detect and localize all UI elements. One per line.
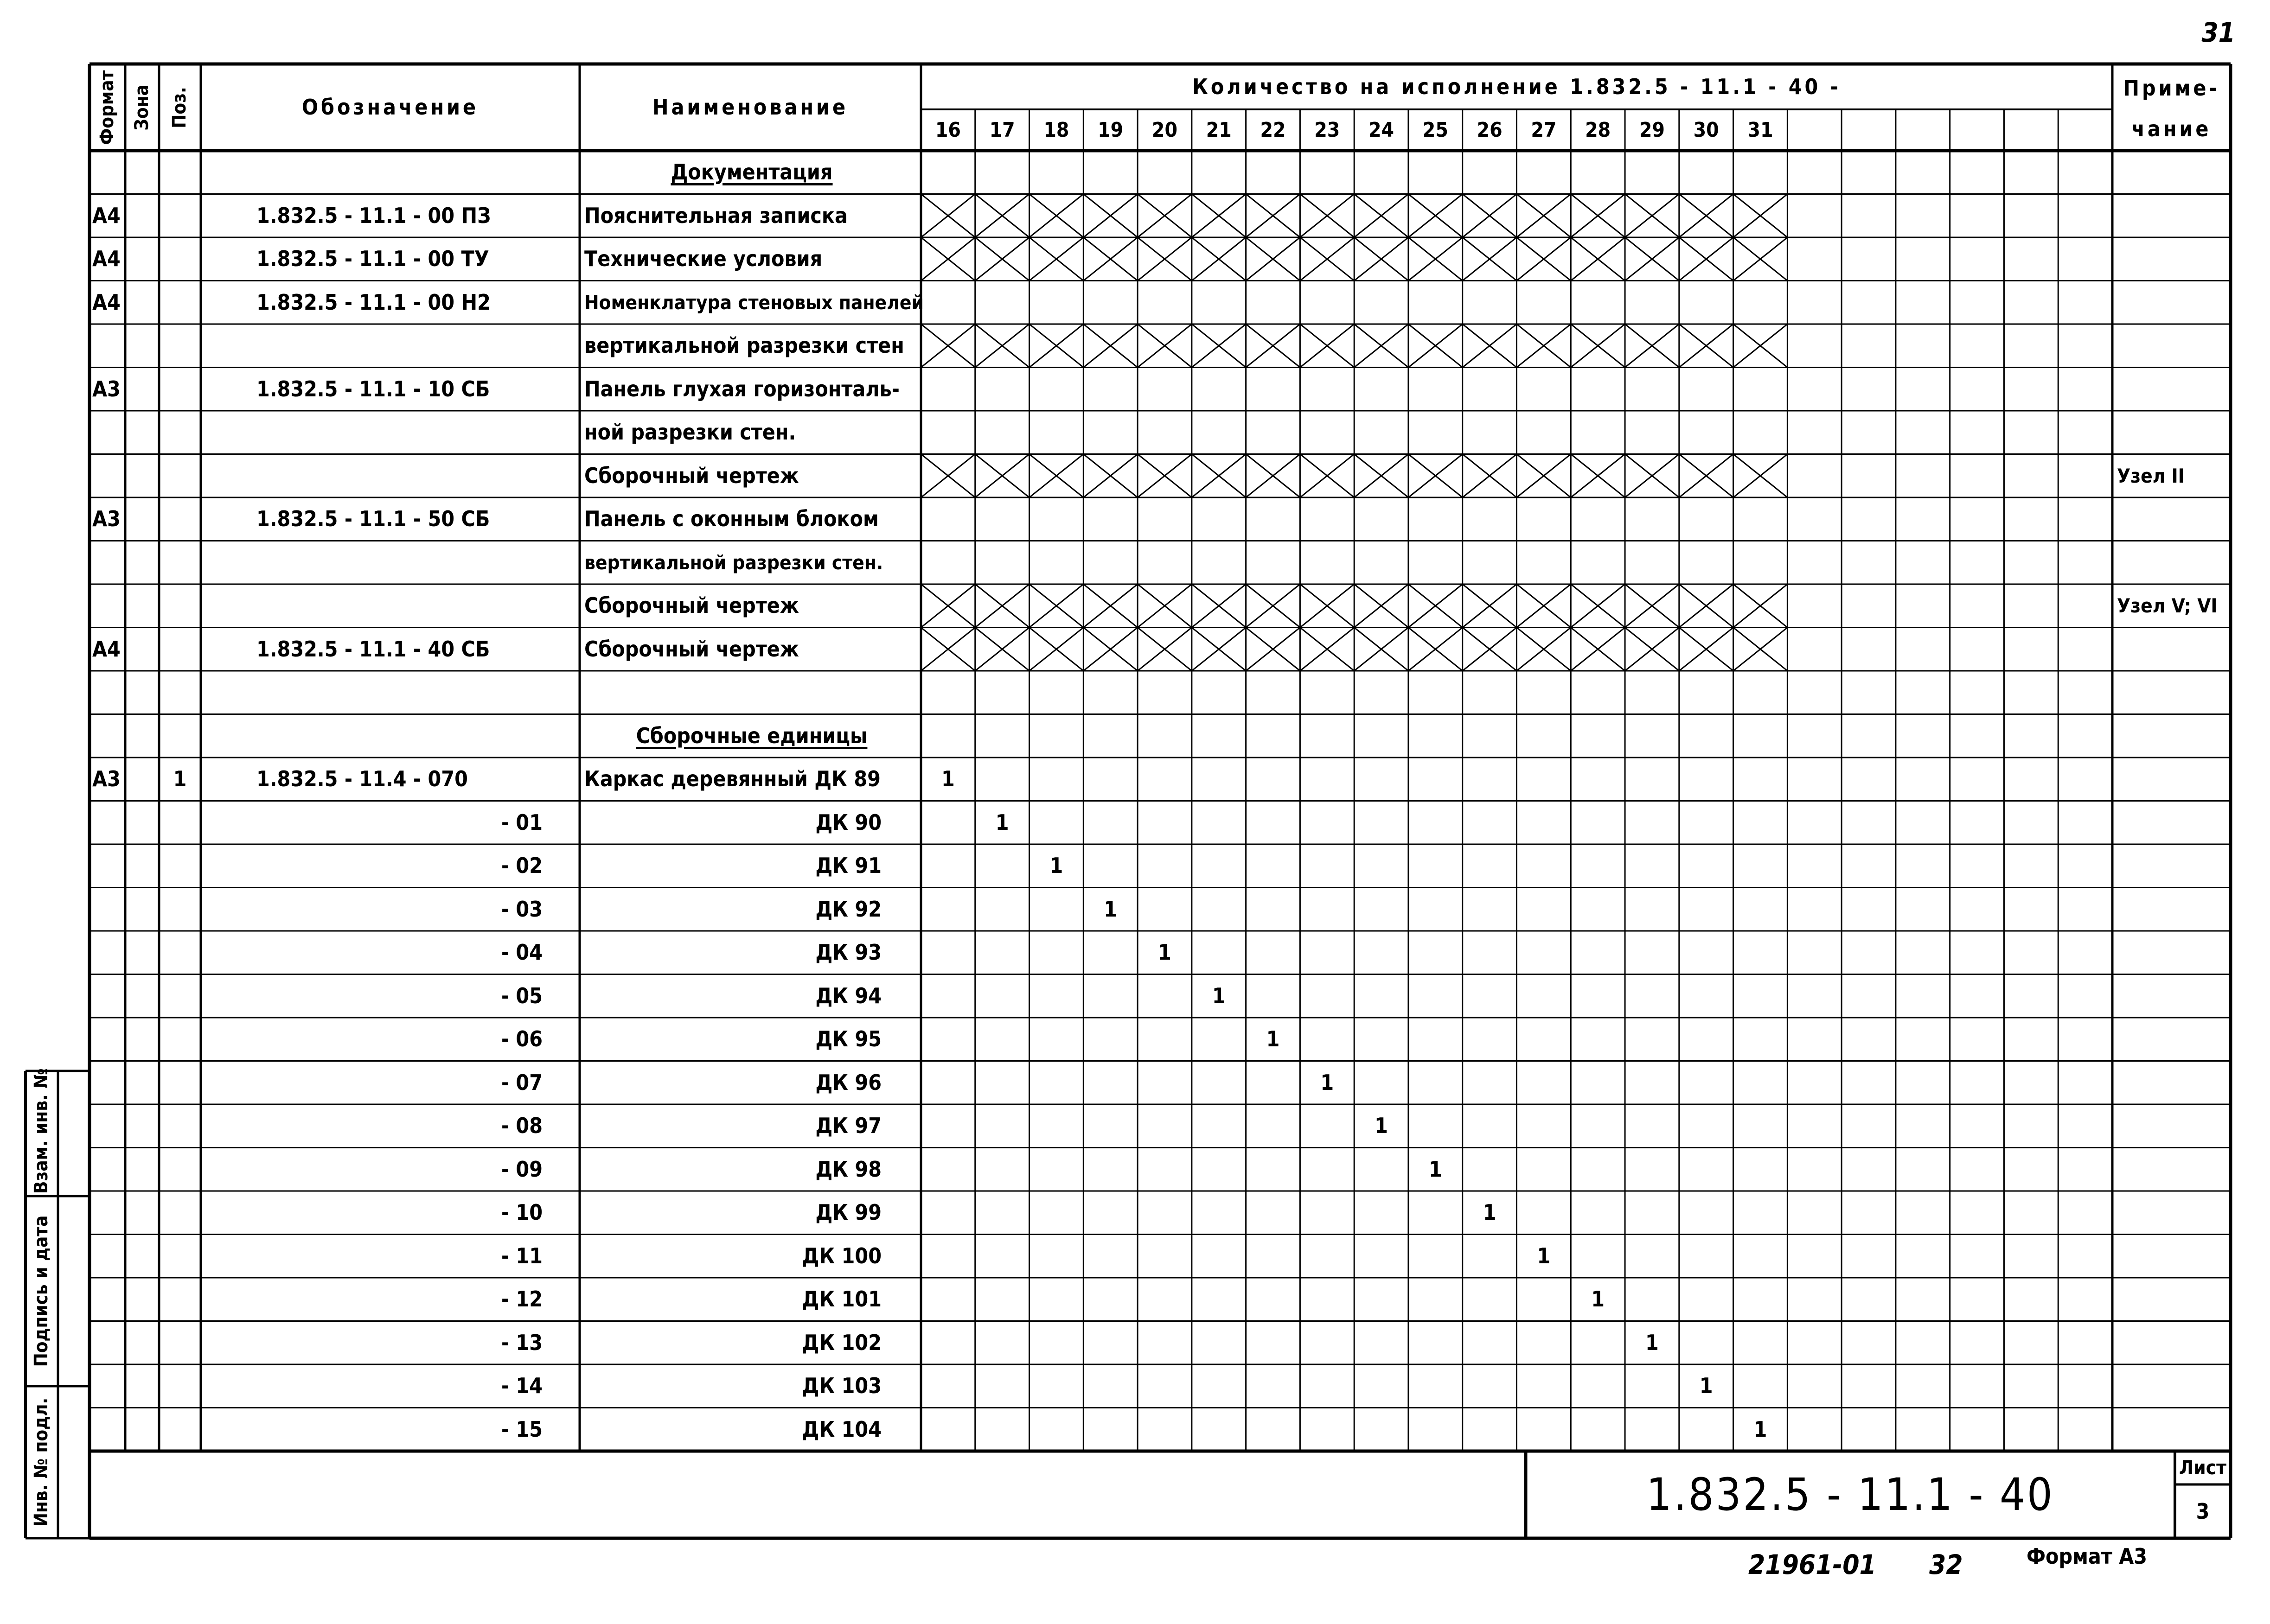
row-name: Номенклатура стеновых панелей (584, 291, 924, 314)
header-designation: Обозначение (301, 95, 479, 120)
quantity-column-header: 24 (1368, 118, 1394, 142)
row-name: ДК 94 (815, 983, 882, 1008)
header-quantity: Количество на исполнение 1.832.5 - 11.1 - 40 - (1192, 74, 1841, 99)
row-designation: - 12 (501, 1286, 543, 1312)
archive-number: 21961-01 (1748, 1549, 1876, 1580)
sheet-label: Лист (2179, 1456, 2227, 1479)
side-label-replacement-inv: Взам. инв. № (31, 1068, 52, 1194)
quantity-column-header: 17 (989, 118, 1015, 142)
quantity-column-header: 23 (1314, 118, 1340, 142)
row-format: А4 (92, 203, 121, 228)
footer-page: 32 (1929, 1549, 1963, 1580)
quantity-column-header: 21 (1206, 118, 1232, 142)
row-name: ДК 93 (815, 940, 882, 965)
quantity-column-header: 16 (935, 118, 961, 142)
row-designation: - 09 (501, 1156, 543, 1182)
quantity-cell: 1 (1104, 896, 1118, 922)
row-name: вертикальной разрезки стен (584, 333, 904, 358)
header-name: Наименование (652, 95, 849, 120)
quantity-cell: 1 (1753, 1416, 1767, 1442)
row-format: А4 (92, 289, 121, 315)
row-name: ДК 96 (815, 1070, 882, 1095)
row-name: ДК 91 (815, 853, 882, 878)
row-designation: - 08 (501, 1113, 543, 1138)
row-name: Сборочный чертеж (584, 593, 799, 618)
sheet-number: 3 (2196, 1499, 2210, 1524)
row-name: ДК 102 (802, 1330, 882, 1355)
row-designation: - 15 (501, 1416, 543, 1442)
format-label: Формат А3 (2027, 1544, 2148, 1569)
quantity-column-header: 30 (1693, 118, 1719, 142)
document-designation: 1.832.5 - 11.1 - 40 (1646, 1469, 2054, 1521)
quantity-cell: 1 (1266, 1026, 1280, 1051)
row-name: Каркас деревянный ДК 89 (584, 766, 881, 791)
row-designation: - 03 (501, 896, 543, 922)
row-name: Панель глухая горизонталь- (584, 376, 900, 401)
section-heading: Документация (671, 159, 833, 185)
row-name: Сборочный чертеж (584, 636, 799, 662)
row-designation: 1.832.5 - 11.1 - 10 СБ (256, 376, 490, 401)
row-name: ДК 98 (815, 1156, 882, 1182)
row-designation: 1.832.5 - 11.4 - 070 (256, 766, 468, 791)
row-name: ДК 95 (815, 1026, 882, 1051)
quantity-cell: 1 (1699, 1373, 1713, 1398)
quantity-column-header: 25 (1422, 118, 1448, 142)
row-designation: - 10 (501, 1200, 543, 1225)
row-designation: - 05 (501, 983, 543, 1008)
row-designation: - 13 (501, 1330, 543, 1355)
quantity-cell: 1 (995, 809, 1009, 835)
row-name: ДК 100 (802, 1243, 882, 1268)
row-designation: 1.832.5 - 11.1 - 00 ТУ (256, 246, 489, 271)
row-format: А4 (92, 636, 121, 662)
quantity-cell: 1 (941, 766, 955, 791)
quantity-cell: 1 (1212, 983, 1226, 1008)
quantity-cell: 1 (1483, 1200, 1496, 1225)
row-format: А3 (92, 506, 121, 531)
row-name: Пояснительная записка (584, 203, 848, 228)
quantity-column-header: 26 (1477, 118, 1503, 142)
row-name: ДК 104 (802, 1416, 882, 1442)
row-designation: 1.832.5 - 11.1 - 00 Н2 (256, 289, 491, 315)
quantity-column-header: 31 (1747, 118, 1773, 142)
row-name: ДК 99 (815, 1200, 882, 1225)
side-label-inv-no: Инв. № подл. (31, 1397, 52, 1527)
row-name: ДК 101 (802, 1286, 882, 1312)
quantity-column-header: 27 (1531, 118, 1557, 142)
header-zone: Зона (131, 84, 153, 131)
row-designation: 1.832.5 - 11.1 - 40 СБ (256, 636, 490, 662)
header-format: Формат (96, 70, 118, 145)
row-name: Технические условия (584, 246, 823, 271)
row-note: Узел V; VI (2117, 594, 2218, 617)
row-name: ДК 103 (802, 1373, 882, 1398)
side-label-signature-date: Подпись и дата (31, 1215, 52, 1367)
row-designation: - 06 (501, 1026, 543, 1051)
row-name: Панель с оконным блоком (584, 506, 879, 531)
page-number: 31 (2201, 17, 2235, 48)
row-designation: - 01 (501, 809, 543, 835)
row-name: ДК 97 (815, 1113, 882, 1138)
quantity-cell: 1 (1537, 1243, 1551, 1268)
header-note-line1: Приме- (2123, 76, 2220, 101)
quantity-column-header: 18 (1043, 118, 1069, 142)
row-name: вертикальной разрезки стен. (584, 551, 883, 574)
quantity-cell: 1 (1428, 1156, 1442, 1182)
row-format: А3 (92, 766, 121, 791)
row-designation: - 04 (501, 940, 543, 965)
quantity-cell: 1 (1158, 940, 1171, 965)
quantity-column-header: 22 (1260, 118, 1286, 142)
row-designation: - 11 (501, 1243, 543, 1268)
row-format: А3 (92, 376, 121, 401)
quantity-column-header: 28 (1585, 118, 1611, 142)
header-note-line2: чание (2131, 116, 2212, 141)
row-designation: - 02 (501, 853, 543, 878)
row-name: ДК 92 (815, 896, 882, 922)
quantity-cell: 1 (1375, 1113, 1388, 1138)
quantity-column-header: 19 (1098, 118, 1124, 142)
row-position: 1 (173, 766, 187, 791)
quantity-cell: 1 (1645, 1330, 1659, 1355)
row-name: ДК 90 (815, 809, 882, 835)
section-heading: Сборочные единицы (636, 723, 868, 748)
row-designation: 1.832.5 - 11.1 - 50 СБ (256, 506, 490, 531)
row-note: Узел II (2117, 464, 2185, 487)
quantity-cell: 1 (1591, 1286, 1605, 1312)
quantity-cell: 1 (1320, 1070, 1334, 1095)
row-name: Сборочный чертеж (584, 463, 799, 488)
row-designation: 1.832.5 - 11.1 - 00 ПЗ (256, 203, 491, 228)
row-designation: - 07 (501, 1070, 543, 1095)
row-designation: - 14 (501, 1373, 543, 1398)
row-name: ной разрезки стен. (584, 420, 796, 445)
quantity-column-header: 29 (1639, 118, 1665, 142)
header-pos: Поз. (169, 86, 190, 128)
row-format: А4 (92, 246, 121, 271)
quantity-cell: 1 (1049, 853, 1063, 878)
quantity-column-header: 20 (1151, 118, 1177, 142)
